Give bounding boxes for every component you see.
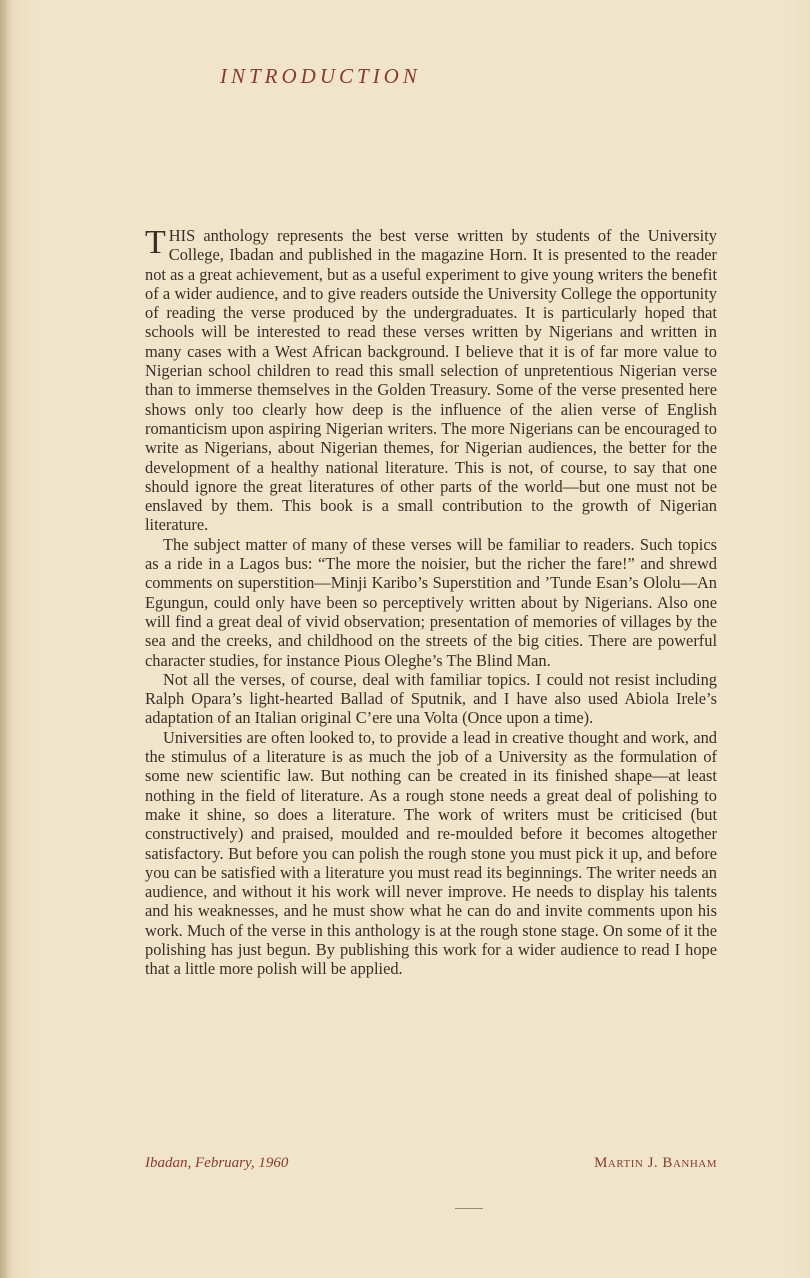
paragraph-1-text: HIS anthology represents the best verse written by students of the University College, Ibadan and published in the magazine Horn. It is presented to the reader not as a great achievement, but as a useful experiment to give young writers the benefit of a wider audience, and to give readers outside the University College the opportunity of reading the verse produced by the undergraduates. It is particularly hoped that schools will be interested to read these verses written by Nigerians and written in many cases with a West African background. I believe that it is of far more value to Nigerian school children to read this small selection of unpretentious Nigerian verse than to immerse themselves in the Golden Treasury. Some of the verse presented here shows only too clearly how deep is the influence of the alien verse of English romanticism upon aspiring Nigerian writers. The more Nigerians can be encouraged to write as Nigerians, about Nigerian themes, for Nigerian audiences, the better for the development of a healthy national literature. This is not, of course, to say that one should ignore the great literatures of other parts of the world—but one must not be enslaved by them. This book is a small contribution to the growth of Nigerian literature.: [145, 226, 717, 535]
drop-cap: T: [145, 224, 166, 261]
spine-shadow: [0, 0, 10, 1278]
paragraph-2: The subject matter of many of these verses will be familiar to readers. Such topics as a ride in a Lagos bus: “The more the noisier, but the richer the fare!” and shrewd comments on superstition—Minji Karibo’s Superstition and ’Tunde Esan’s Ololu—An Egungun, could only have been so perceptively written about by Nigerians. Also one will find a great deal of vivid observation; presentation of memories of villages by the sea and the creeks, and childhood on the streets of the big cities. There are powerful character studies, for instance Pious Oleghe’s The Blind Man.: [145, 534, 717, 670]
paragraph-3: Not all the verses, of course, deal with familiar topics. I could not resist including Ralph Opara’s light-hearted Ballad of Sputnik, and I have also used Abiola Irele’s adaptation of an Italian original C’ere una Volta (Once upon a time).: [145, 669, 717, 728]
paragraph-4: Universities are often looked to, to provide a lead in creative thought and work, and the stimulus of a literature is as much the job of a University as the formulation of some new scientific law. But nothing can be created in its finished shape—at least nothing in the field of literature. As a rough stone needs a great deal of polishing to make it shine, so does a literature. The work of writers must be criticised (but constructively) and praised, moulded and re-moulded before it becomes altogether satisfactory. But before you can polish the rough stone you must pick it up, and before you can be satisfied with a literature you must read its beginnings. The writer needs an audience, and without it his work will never improve. He needs to display his talents and his weaknesses, and he must show what he can do and invite comments upon his work. Much of the verse in this anthology is at the rough stone stage. On some of it the polishing has just begun. By publishing this work for a wider audience to read I hope that a little more polish will be applied.: [145, 727, 717, 979]
paragraph-1: [145, 226, 717, 535]
page-folio-mark: [455, 1208, 483, 1209]
page-title: INTRODUCTION: [220, 64, 421, 88]
place-date: Ibadan, February, 1960: [145, 1155, 289, 1171]
author-name: Martin J. Banham: [594, 1155, 717, 1171]
introduction-body: [145, 226, 717, 979]
signature-line: [145, 1155, 717, 1172]
